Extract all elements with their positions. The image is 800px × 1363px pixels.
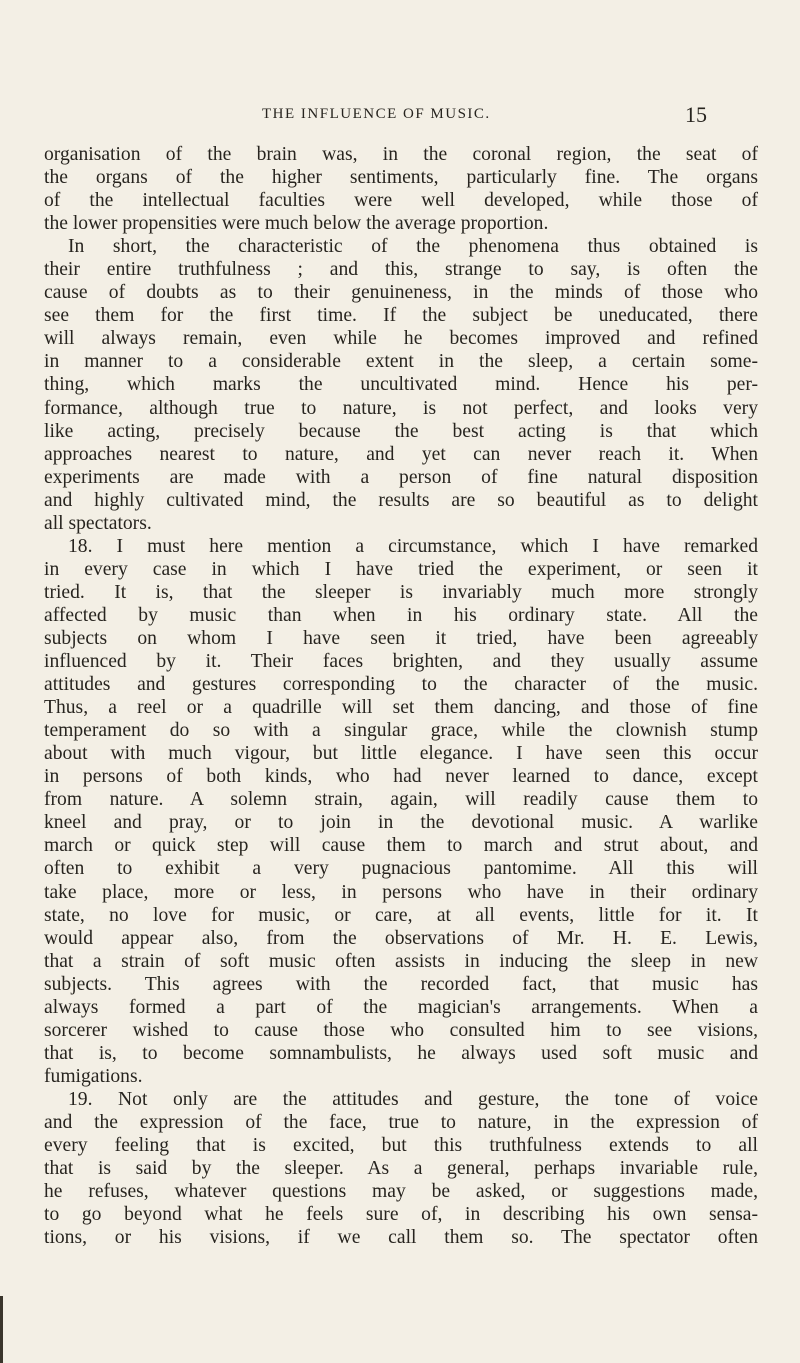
text-line: In short, the characteristic of the phenomena thus obtained is — [68, 236, 758, 258]
text-line: and the expression of the face, true to nature, in the expression of — [44, 1111, 758, 1133]
text-line: subjects on whom I have seen it tried, have been agreeably — [44, 627, 758, 649]
text-line: cause of doubts as to their genuineness, in the minds of those who — [44, 282, 758, 304]
text-line: in manner to a considerable extent in the sleep, a certain some- — [44, 351, 758, 373]
running-title: THE INFLUENCE OF MUSIC. — [262, 106, 491, 122]
text-line: in persons of both kinds, who had never learned to dance, except — [44, 766, 758, 788]
text-line: that a strain of soft music often assists in inducing the sleep in new — [44, 950, 758, 972]
text-line: about with much vigour, but little elegance. I have seen this occur — [44, 743, 758, 765]
page-number: 15 — [685, 102, 707, 127]
text-line: march or quick step will cause them to march and strut about, and — [44, 835, 758, 857]
text-line: 19. Not only are the attitudes and gesture, the tone of voice — [68, 1088, 758, 1110]
text-line: that is said by the sleeper. As a general, perhaps invariable rule, — [44, 1158, 758, 1180]
text-line: that is, to become somnambulists, he always used soft music and — [44, 1042, 758, 1064]
text-line: often to exhibit a very pugnacious pantomime. All this will — [44, 858, 758, 880]
text-line: always formed a part of the magician's arrangements. When a — [44, 996, 758, 1018]
text-line: of the intellectual faculties were well developed, while those of — [44, 190, 758, 212]
text-line: tried. It is, that the sleeper is invariably much more strongly — [44, 581, 758, 603]
text-line: 18. I must here mention a circumstance, which I have remarked — [68, 535, 758, 557]
text-line: see them for the first time. If the subject be uneducated, there — [44, 305, 758, 327]
text-line: subjects. This agrees with the recorded fact, that music has — [44, 973, 758, 995]
text-line: thing, which marks the uncultivated mind. Hence his per- — [44, 374, 758, 396]
text-line: organisation of the brain was, in the coronal region, the seat of — [44, 144, 758, 165]
text-line: affected by music than when in his ordinary state. All the — [44, 604, 758, 626]
text-line: like acting, precisely because the best acting is that which — [44, 420, 758, 442]
text-line: experiments are made with a person of fine natural disposition — [44, 466, 758, 488]
text-line: will always remain, even while he becomes improved and refined — [44, 328, 758, 350]
text-line: temperament do so with a singular grace, while the clownish stump — [44, 720, 758, 742]
text-line: to go beyond what he feels sure of, in describing his own sensa- — [44, 1204, 758, 1226]
running-header — [0, 102, 800, 130]
body-text — [44, 143, 758, 1249]
text-line: sorcerer wished to cause those who consulted him to see visions, — [44, 1019, 758, 1041]
text-line: he refuses, whatever questions may be asked, or suggestions made, — [44, 1181, 758, 1203]
page-edge-mark — [0, 1296, 3, 1363]
text-line: the lower propensities were much below the average proportion. — [44, 213, 549, 235]
text-line: state, no love for music, or care, at all events, little for it. It — [44, 904, 758, 926]
text-line: formance, although true to nature, is not perfect, and looks very — [44, 397, 758, 419]
text-line: the organs of the higher sentiments, particularly fine. The organs — [44, 167, 758, 189]
text-line: and highly cultivated mind, the results are so beautiful as to delight — [44, 489, 758, 511]
text-line: take place, more or less, in persons who have in their ordinary — [44, 881, 758, 903]
text-line: fumigations. — [44, 1065, 143, 1087]
text-line: from nature. A solemn strain, again, will readily cause them to — [44, 789, 758, 811]
text-line: their entire truthfulness ; and this, strange to say, is often the — [44, 259, 758, 281]
text-line: influenced by it. Their faces brighten, and they usually assume — [44, 651, 758, 673]
text-line: tions, or his visions, if we call them so. The spectator often — [44, 1227, 758, 1249]
text-line: all spectators. — [44, 512, 152, 534]
text-line: would appear also, from the observations of Mr. H. E. Lewis, — [44, 927, 758, 949]
text-line: every feeling that is excited, but this truthfulness extends to all — [44, 1135, 758, 1157]
text-line: in every case in which I have tried the experiment, or seen it — [44, 558, 758, 580]
text-line: Thus, a reel or a quadrille will set them dancing, and those of fine — [44, 697, 758, 719]
text-line: kneel and pray, or to join in the devotional music. A warlike — [44, 812, 758, 834]
text-line: approaches nearest to nature, and yet can never reach it. When — [44, 443, 758, 465]
text-line: attitudes and gestures corresponding to the character of the music. — [44, 674, 758, 696]
